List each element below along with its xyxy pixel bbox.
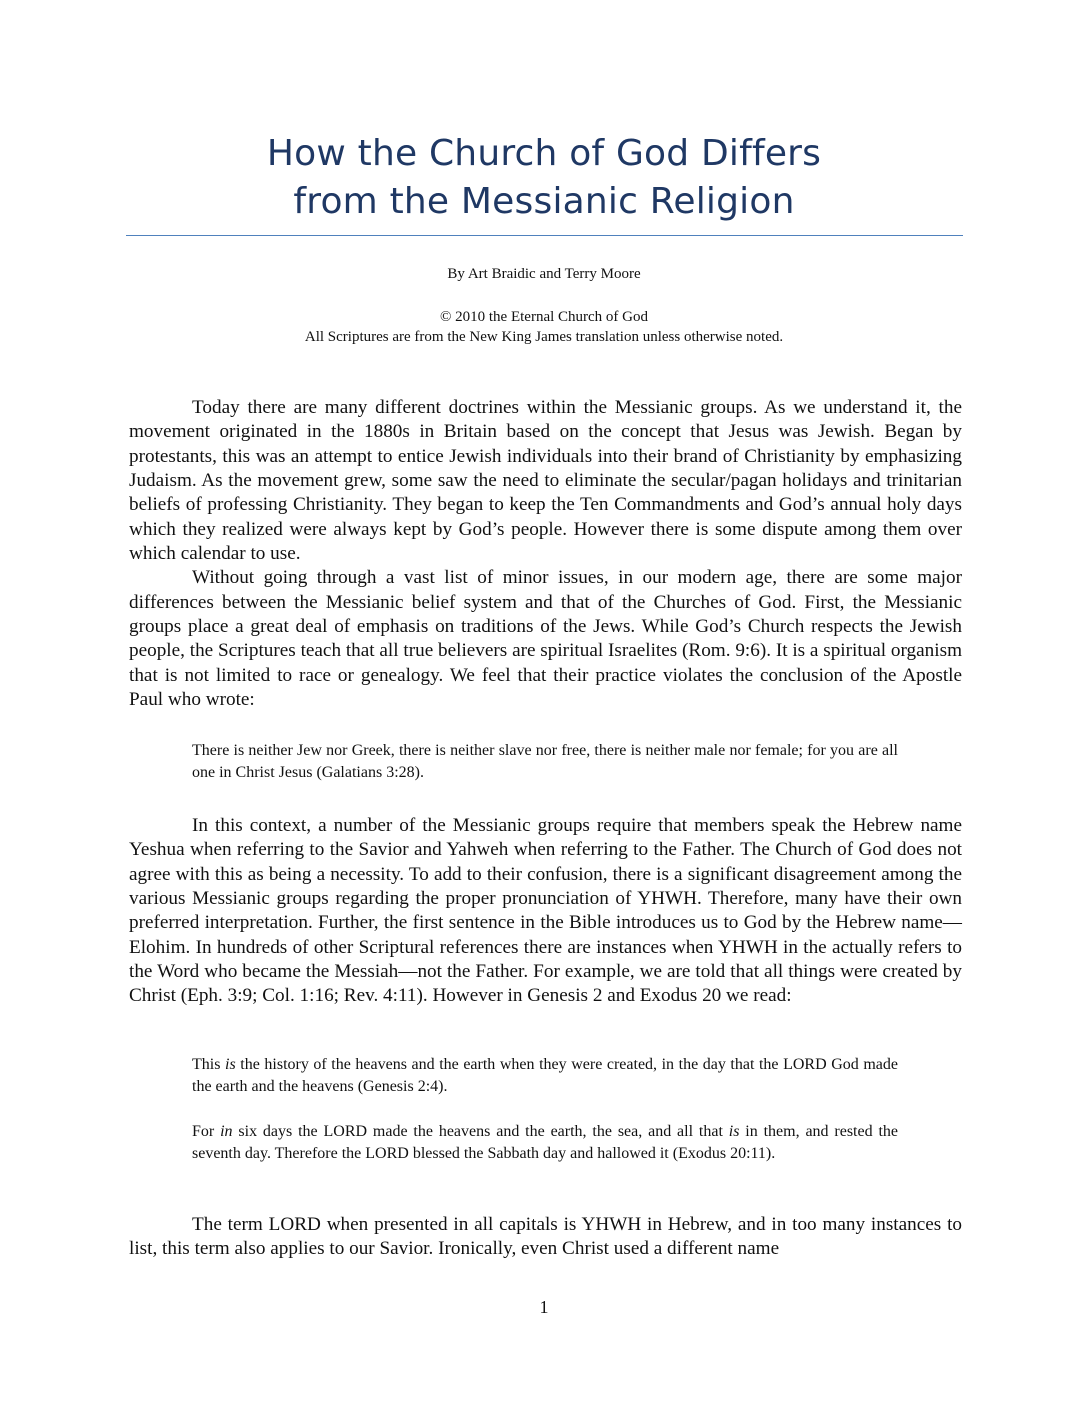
quote-part: the history of the heavens and the earth when they were created, in the day that the LORD God made the earth and the heavens (Genesis 2:4). bbox=[192, 1056, 898, 1095]
body-section-1 bbox=[129, 396, 962, 712]
quote-text: There is neither Jew nor Greek, there is neither slave nor free, there is neither male nor female; for you are all one in Christ Jesus (Galatians 3:28). bbox=[192, 742, 898, 781]
quote-italic: is bbox=[728, 1123, 740, 1140]
paragraph-2: Without going through a vast list of minor issues, in our modern age, there are some major differences between the Messianic belief system and that of the Churches of God. First, the Messianic groups place a great deal of emphasis on traditions of the Jews. While God’s Church respects the Jewish people, the Scriptures teach that all true believers are spiritual Israelites (Rom. 9:6). It is a spiritual organism that is not limited to race or genealogy. We feel that their practice violates the conclusion of the Apostle Paul who wrote: bbox=[129, 567, 962, 711]
quote-italic: is bbox=[225, 1056, 236, 1073]
quote-part: six days the LORD made the heavens and the earth, the sea, and all that bbox=[232, 1123, 729, 1140]
quote-part: For bbox=[192, 1123, 221, 1140]
body-section-2 bbox=[129, 814, 962, 1009]
quote-text bbox=[192, 1121, 898, 1165]
paragraph-1: Today there are many different doctrines within the Messianic groups. As we understand it, the movement originated in the 1880s in Britain based on the concept that Jesus was Jewish. Began by protestants, this was an attempt to entice Jewish individuals into their brand of Christianity by emphasizing Judaism. As the movement grew, some saw the need to eliminate the secular/pagan holidays and trinitarian beliefs of professing Christianity. They began to keep the Ten Commandments and God’s annual holy days which they realized were always kept by God’s people. However there is some dispute among them over which calendar to use. bbox=[129, 397, 962, 565]
title-line-1: How the Church of God Differs bbox=[266, 133, 822, 174]
paragraph-4: The term LORD when presented in all capitals is YHWH in Hebrew, and in too many instances to list, this term also applies to our Savior. Ironically, even Christ used a different name bbox=[129, 1214, 962, 1260]
quote-text bbox=[192, 1054, 898, 1098]
quote-part: in them, and rested the seventh day. Therefore the LORD blessed the Sabbath day and hallowed it (Exodus 20:11). bbox=[192, 1123, 899, 1162]
block-quote-exodus bbox=[192, 1121, 898, 1165]
paragraph-3: In this context, a number of the Messianic groups require that members speak the Hebrew name Yeshua when referring to the Savior and Yahweh when referring to the Father. The Church of God does not agree with this as being a necessity. To add to their confusion, there is a significant disagreement among the various Messianic groups regarding the proper pronunciation of YHWH. Therefore, many have their own preferred interpretation. Further, the first sentence in the Bible introduces us to God by the Hebrew name—Elohim. In hundreds of other Scriptural references there are instances when YHWH in the actually refers to the Word who became the Messiah—not the Father. For example, we are told that all things were created by Christ (Eph. 3:9; Col. 1:16; Rev. 4:11). However in Genesis 2 and Exodus 20 we read: bbox=[129, 815, 962, 1007]
copyright-block bbox=[126, 307, 962, 347]
page-number: 1 bbox=[539, 1297, 549, 1317]
quote-italic: in bbox=[220, 1123, 233, 1140]
title-underline bbox=[126, 235, 963, 236]
copyright-line: © 2010 the Eternal Church of God bbox=[439, 309, 648, 325]
block-quote-genesis bbox=[192, 1054, 898, 1098]
page-title bbox=[126, 130, 962, 226]
quote-part: This bbox=[192, 1056, 226, 1073]
translation-note: All Scriptures are from the New King James translation unless otherwise noted. bbox=[304, 329, 784, 345]
body-section-3 bbox=[129, 1213, 962, 1262]
block-quote-galatians bbox=[192, 740, 898, 784]
title-line-2: from the Messianic Religion bbox=[293, 181, 795, 222]
byline: By Art Braidic and Terry Moore bbox=[447, 266, 641, 282]
